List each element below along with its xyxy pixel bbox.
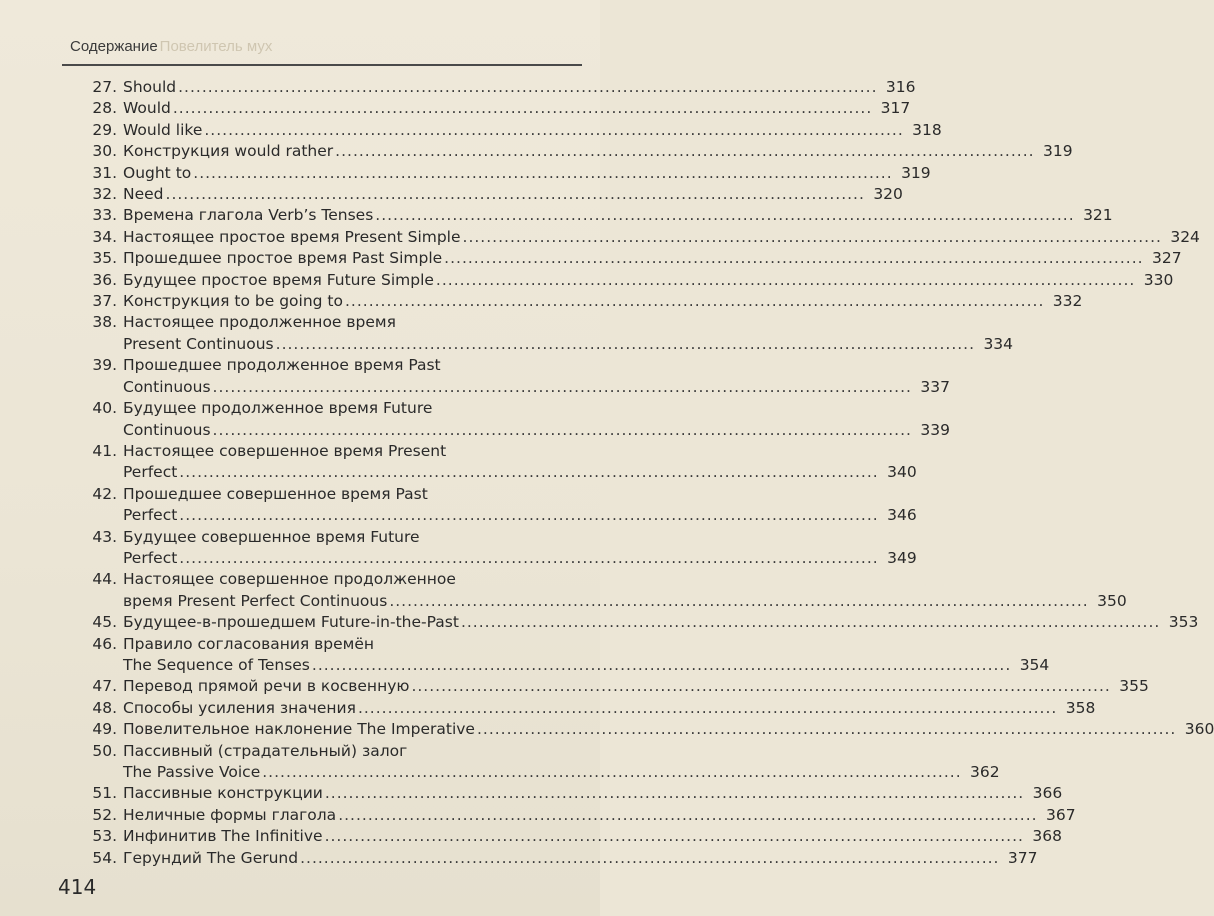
toc-entry-title: Пассивные конструкции xyxy=(123,784,323,803)
toc-entry-body xyxy=(123,783,1062,804)
toc-entry-number: 38. xyxy=(92,313,117,332)
toc-entry-body xyxy=(123,248,1182,269)
toc-entry-number: 49. xyxy=(92,720,117,739)
toc-entry xyxy=(72,634,1050,677)
toc-leader-dots xyxy=(477,719,1176,740)
toc-entry xyxy=(72,719,1214,740)
toc-entry-body xyxy=(123,848,1037,869)
toc-entry-body xyxy=(123,141,1073,162)
toc-entry-body xyxy=(123,741,1000,784)
toc-entry-number: 47. xyxy=(92,677,117,696)
header-title: Содержание xyxy=(70,38,158,55)
toc-entry-line xyxy=(123,741,1000,762)
toc-entry-page: 320 xyxy=(873,185,903,204)
toc-entry-number: 33. xyxy=(92,206,117,225)
toc-entry-line xyxy=(123,569,1127,590)
toc-entry-page: 317 xyxy=(880,99,911,118)
toc-entry xyxy=(72,270,1174,291)
toc-entry-title: Будущее-в-прошедшем Future-in-the-Past xyxy=(123,613,459,632)
toc-entry-title: Перевод прямой речи в косвенную xyxy=(123,677,410,696)
toc-entry-title: Need xyxy=(123,185,164,204)
toc-entry xyxy=(72,163,931,184)
toc-entry-page: 353 xyxy=(1168,613,1199,632)
toc-entry-body xyxy=(123,205,1113,226)
toc-entry-title: Герундий The Gerund xyxy=(123,848,299,867)
toc-entry-number: 46. xyxy=(92,634,117,653)
toc-entry xyxy=(72,184,903,205)
toc-entry-line xyxy=(123,163,931,184)
toc-entry-title: Конструкция to be going to xyxy=(123,292,343,311)
toc-entry-body xyxy=(123,441,917,484)
toc-entry xyxy=(72,676,1149,697)
toc-entry-body xyxy=(123,612,1198,633)
toc-entry-line xyxy=(123,441,917,462)
toc-entry-number: 54. xyxy=(92,848,117,867)
toc-entry-body xyxy=(123,698,1095,719)
toc-entry-title: Настоящее совершенное время Present xyxy=(123,441,447,460)
toc-leader-dots xyxy=(178,77,877,98)
toc-entry-page: 358 xyxy=(1065,698,1096,717)
toc-leader-dots xyxy=(213,377,912,398)
toc-entry-line xyxy=(123,591,1127,612)
toc-entry-body xyxy=(123,634,1049,677)
toc-entry-body xyxy=(123,484,917,527)
toc-leader-dots xyxy=(204,120,903,141)
toc-entry-line xyxy=(123,248,1182,269)
toc-entry-title: Continuous xyxy=(123,377,211,396)
toc-entry xyxy=(72,248,1182,269)
toc-entry-page: 360 xyxy=(1184,720,1214,739)
header-rule xyxy=(62,64,582,66)
toc-entry-line xyxy=(123,227,1200,248)
toc-entry xyxy=(72,527,917,570)
toc-entry-page: 367 xyxy=(1045,805,1076,824)
toc-leader-dots xyxy=(325,783,1024,804)
toc-entry-title: Инфинитив The Infinitive xyxy=(123,827,323,846)
toc-entry-title: Прошедшее продолженное время Past xyxy=(123,356,441,375)
toc-entry xyxy=(72,398,950,441)
toc-entry-number: 37. xyxy=(92,292,117,311)
table-of-contents xyxy=(72,77,1214,869)
toc-leader-dots xyxy=(345,291,1044,312)
toc-entry-line xyxy=(123,184,903,205)
toc-leader-dots xyxy=(300,848,999,869)
toc-entry-title: Настоящее простое время Present Simple xyxy=(123,227,461,246)
toc-leader-dots xyxy=(173,98,872,119)
toc-entry xyxy=(72,98,911,119)
toc-leader-dots xyxy=(179,505,878,526)
toc-entry-body xyxy=(123,569,1127,612)
toc-entry-title: The Passive Voice xyxy=(123,763,261,781)
toc-entry-page: 340 xyxy=(887,463,917,482)
toc-entry-title: Конструкция would rather xyxy=(123,142,334,161)
toc-entry-body xyxy=(123,270,1173,291)
toc-entry-body xyxy=(123,805,1076,826)
toc-entry-body xyxy=(123,826,1062,847)
toc-leader-dots xyxy=(312,655,1011,676)
toc-entry-number: 29. xyxy=(92,120,117,139)
toc-leader-dots xyxy=(358,698,1057,719)
toc-entry-body xyxy=(123,120,942,141)
toc-leader-dots xyxy=(463,227,1162,248)
toc-entry-body xyxy=(123,163,931,184)
toc-entry-title: Пассивный (страдательный) залог xyxy=(123,741,408,760)
toc-entry xyxy=(72,741,1000,784)
page-number: 414 xyxy=(58,875,97,899)
toc-entry-line xyxy=(123,377,950,398)
toc-entry-page: 321 xyxy=(1083,206,1113,225)
toc-entry xyxy=(72,291,1083,312)
toc-entry-title: Perfect xyxy=(123,506,178,525)
toc-entry xyxy=(72,783,1063,804)
toc-entry xyxy=(72,205,1113,226)
toc-entry-number: 41. xyxy=(92,441,117,460)
toc-entry-line xyxy=(123,291,1082,312)
toc-entry-body xyxy=(123,676,1149,697)
toc-entry-title: Будущее простое время Future Simple xyxy=(123,270,434,289)
toc-leader-dots xyxy=(193,163,892,184)
toc-entry-body xyxy=(123,98,910,119)
toc-entry-line xyxy=(123,98,910,119)
toc-entry-number: 52. xyxy=(92,805,117,824)
toc-entry-body xyxy=(123,312,1013,355)
toc-entry-title: Ought to xyxy=(123,163,192,182)
toc-entry-page: 316 xyxy=(885,78,916,96)
toc-entry-body xyxy=(123,719,1214,740)
toc-entry-line xyxy=(123,355,950,376)
toc-entry-line xyxy=(123,334,1013,355)
header-ghost-title: Повелитель мух xyxy=(159,38,273,55)
toc-entry-line xyxy=(123,783,1062,804)
toc-entry-number: 30. xyxy=(92,142,117,161)
toc-leader-dots xyxy=(335,141,1034,162)
toc-entry-number: 36. xyxy=(92,270,117,289)
toc-entry-title: Неличные формы глагола xyxy=(123,805,337,824)
toc-entry-page: 346 xyxy=(887,506,917,525)
toc-entry-line xyxy=(123,270,1173,291)
toc-entry-body xyxy=(123,355,950,398)
toc-entry-body xyxy=(123,291,1082,312)
toc-entry-line xyxy=(123,398,950,419)
toc-entry-page: 330 xyxy=(1143,270,1174,289)
toc-entry-page: 366 xyxy=(1032,784,1063,803)
toc-entry-number: 48. xyxy=(92,698,117,717)
toc-leader-dots xyxy=(179,548,878,569)
toc-entry-body xyxy=(123,184,903,205)
toc-entry-line xyxy=(123,420,950,441)
toc-entry-line xyxy=(123,527,917,548)
toc-entry-number: 27. xyxy=(92,78,117,96)
toc-leader-dots xyxy=(262,762,961,783)
toc-entry-line xyxy=(123,805,1076,826)
toc-leader-dots xyxy=(375,205,1074,226)
toc-entry-title: время Present Perfect Continuous xyxy=(123,591,388,610)
toc-entry xyxy=(72,805,1076,826)
toc-entry-title: Времена глагола Verb’s Tenses xyxy=(123,206,374,225)
toc-entry-line xyxy=(123,762,1000,783)
toc-entry-title: Should xyxy=(123,78,177,96)
toc-leader-dots xyxy=(338,805,1037,826)
toc-entry xyxy=(72,484,917,527)
toc-entry-number: 43. xyxy=(92,527,117,546)
toc-entry-line xyxy=(123,719,1214,740)
toc-entry-title: Будущее совершенное время Future xyxy=(123,527,420,546)
toc-entry xyxy=(72,848,1038,869)
toc-leader-dots xyxy=(389,591,1088,612)
toc-entry-line xyxy=(123,698,1095,719)
toc-entry-number: 35. xyxy=(92,249,117,268)
toc-entry-line xyxy=(123,848,1037,869)
toc-entry-page: 350 xyxy=(1097,591,1127,610)
toc-entry-page: 354 xyxy=(1019,655,1050,674)
toc-entry-title: Present Continuous xyxy=(123,334,274,353)
toc-entry-title: Правило согласования времён xyxy=(123,634,375,653)
toc-entry-line xyxy=(123,826,1062,847)
toc-entry-number: 40. xyxy=(92,399,117,418)
toc-entry-title: Perfect xyxy=(123,463,178,482)
toc-leader-dots xyxy=(325,826,1024,847)
toc-entry-number: 32. xyxy=(92,185,117,204)
toc-entry-title: The Sequence of Tenses xyxy=(123,655,310,674)
toc-entry-line xyxy=(123,548,917,569)
toc-leader-dots xyxy=(444,248,1143,269)
toc-entry-title: Способы усиления значения xyxy=(123,698,356,717)
toc-entry-title: Прошедшее простое время Past Simple xyxy=(123,249,443,268)
toc-entry-title: Повелительное наклонение The Imperative xyxy=(123,720,475,739)
toc-entry-title: Будущее продолженное время Future xyxy=(123,399,433,418)
toc-entry-line xyxy=(123,141,1073,162)
toc-entry-page: 319 xyxy=(1042,142,1073,161)
toc-entry xyxy=(72,227,1200,248)
toc-entry-title: Настоящее совершенное продолженное xyxy=(123,570,456,589)
toc-entry xyxy=(72,569,1127,612)
toc-leader-dots xyxy=(411,676,1110,697)
toc-entry-line xyxy=(123,120,942,141)
toc-entry-line xyxy=(123,612,1198,633)
toc-entry-title: Perfect xyxy=(123,548,178,567)
toc-entry-body xyxy=(123,398,950,441)
toc-entry-number: 42. xyxy=(92,484,117,503)
toc-entry-page: 332 xyxy=(1052,292,1083,311)
toc-entry-number: 28. xyxy=(92,99,117,118)
toc-entry-number: 44. xyxy=(92,570,117,589)
toc-entry xyxy=(72,698,1096,719)
toc-entry-number: 34. xyxy=(92,227,117,246)
toc-entry-page: 327 xyxy=(1151,249,1182,268)
toc-leader-dots xyxy=(179,462,878,483)
toc-entry xyxy=(72,612,1199,633)
toc-entry-number: 51. xyxy=(92,784,117,803)
toc-entry-number: 53. xyxy=(92,827,117,846)
toc-entry-number: 45. xyxy=(92,613,117,632)
toc-entry-page: 368 xyxy=(1032,827,1062,846)
toc-entry-title: Would xyxy=(123,99,171,118)
toc-entry xyxy=(72,441,917,484)
toc-entry-body xyxy=(123,227,1200,248)
toc-entry-line xyxy=(123,634,1049,655)
toc-entry-line xyxy=(123,77,916,98)
toc-entry-page: 339 xyxy=(920,420,950,439)
toc-entry-page: 362 xyxy=(970,763,1000,781)
running-header xyxy=(70,38,272,55)
toc-entry-body xyxy=(123,77,916,98)
toc-entry-number: 50. xyxy=(92,741,117,760)
toc-entry-line xyxy=(123,205,1113,226)
toc-entry xyxy=(72,120,942,141)
toc-entry xyxy=(72,312,1014,355)
toc-entry-page: 324 xyxy=(1170,227,1200,246)
toc-entry-line xyxy=(123,462,917,483)
toc-entry xyxy=(72,355,950,398)
toc-entry-page: 334 xyxy=(983,334,1014,353)
toc-entry-page: 355 xyxy=(1119,677,1149,696)
toc-entry-title: Continuous xyxy=(123,420,211,439)
toc-entry-number: 31. xyxy=(92,163,117,182)
toc-entry-line xyxy=(123,655,1049,676)
toc-entry-line xyxy=(123,676,1149,697)
toc-entry-page: 337 xyxy=(920,377,950,396)
toc-leader-dots xyxy=(213,420,912,441)
toc-entry-page: 318 xyxy=(912,120,942,139)
toc-leader-dots xyxy=(276,334,975,355)
toc-entry-title: Прошедшее совершенное время Past xyxy=(123,484,428,503)
toc-leader-dots xyxy=(166,184,865,205)
toc-entry-page: 377 xyxy=(1007,848,1038,867)
toc-entry xyxy=(72,77,916,98)
toc-entry xyxy=(72,141,1073,162)
toc-leader-dots xyxy=(436,270,1135,291)
toc-leader-dots xyxy=(461,612,1160,633)
toc-entry-line xyxy=(123,505,917,526)
toc-entry-page: 349 xyxy=(887,548,917,567)
toc-entry-body xyxy=(123,527,917,570)
toc-entry-line xyxy=(123,312,1013,333)
toc-entry-title: Would like xyxy=(123,120,203,139)
toc-entry-page: 319 xyxy=(901,163,931,182)
toc-entry-line xyxy=(123,484,917,505)
toc-entry xyxy=(72,826,1062,847)
toc-entry-number: 39. xyxy=(92,356,117,375)
toc-entry-title: Настоящее продолженное время xyxy=(123,313,396,332)
